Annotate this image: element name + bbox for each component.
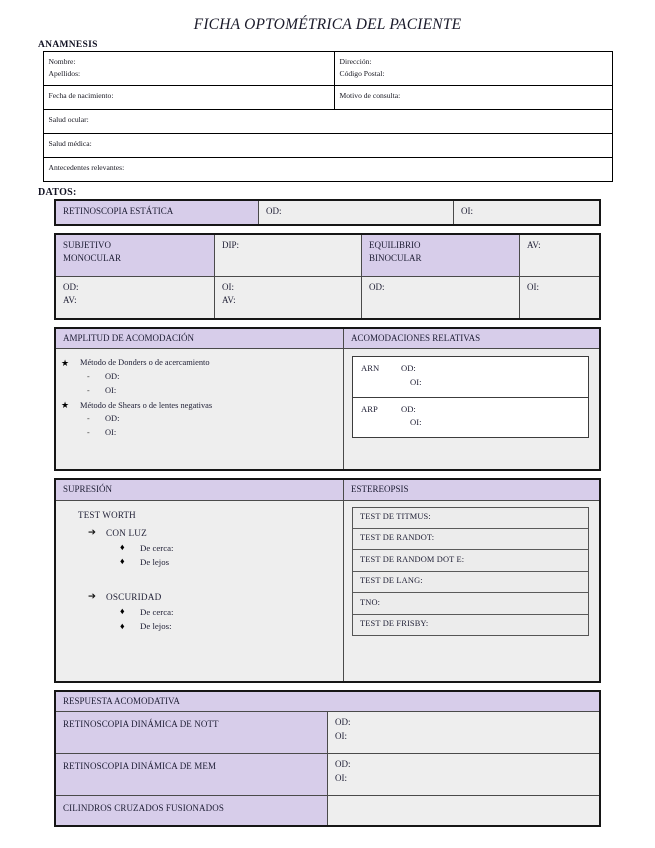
table-row [43, 158, 612, 182]
anamnesis-cell-motivo-consulta[interactable] [334, 86, 612, 110]
respuesta-row-0-od: OD: [335, 717, 351, 727]
amplitud-header: AMPLITUD DE ACOMODACIÓN [55, 328, 344, 349]
table-row [55, 500, 600, 682]
diamond-icon: ♦ [120, 542, 125, 553]
anamnesis-label-direccion: Dirección: [339, 57, 372, 66]
anamnesis-label-salud-medica: Salud médica: [48, 139, 92, 148]
estereopsis-test-1[interactable]: TEST DE RANDOT: [353, 529, 588, 550]
estereopsis-test-5[interactable]: TEST DE FRISBY: [353, 615, 588, 635]
supresion-group-1-item-0[interactable] [60, 605, 339, 619]
table-row [55, 796, 600, 827]
estereopsis-test-2[interactable]: TEST DE RANDOM DOT E: [353, 550, 588, 571]
table-row [55, 349, 600, 471]
arrow-right-icon: ➔ [88, 528, 97, 538]
anamnesis-cell-salud-medica[interactable] [43, 134, 612, 158]
supresion-group-1-item-0-label: De cerca: [140, 606, 174, 617]
equilibrio-binocular-label [362, 234, 520, 277]
supresion-group-0-item-1-label: De lejos [140, 556, 170, 567]
table-row [55, 328, 600, 349]
dash-icon: - [87, 414, 90, 424]
respuesta-row-1-value[interactable] [328, 754, 601, 796]
anamnesis-label-antecedentes: Antecedentes relevantes: [48, 163, 125, 172]
amplitud-acomodaciones-block [54, 327, 601, 472]
arp-values [401, 403, 421, 431]
table-row [43, 110, 612, 134]
anamnesis-label-fecha-nacimiento: Fecha de nacimiento: [48, 91, 114, 100]
dash-icon: - [87, 371, 90, 381]
supresion-group-1-item-1-label: De lejos: [140, 621, 172, 632]
arn-label: ARN [361, 363, 380, 373]
list-item [61, 399, 338, 413]
anamnesis-label-nombre: Nombre: [48, 57, 76, 66]
retinoscopia-estatica-block [54, 199, 601, 226]
anamnesis-label-apellidos: Apellidos: [48, 68, 81, 78]
retinoscopia-estatica-label: RETINOSCOPIA ESTÁTICA [55, 200, 259, 225]
amplitud-method-0-od: OD: [105, 371, 120, 381]
equilibrio-binocular-line1: EQUILIBRIO [369, 239, 421, 250]
supresion-header: SUPRESIÓN [55, 479, 344, 500]
acomodaciones-relativas-content [344, 349, 601, 471]
supresion-group-1 [60, 590, 339, 605]
respuesta-acomodativa-header: RESPUESTA ACOMODATIVA [55, 691, 600, 712]
amplitud-method-1-od: OD: [105, 414, 120, 424]
equilibrio-oi-cell[interactable]: OI: [520, 276, 601, 319]
amplitud-method-0-oi: OI: [105, 385, 117, 395]
table-row [43, 52, 612, 86]
table-row [55, 691, 600, 712]
arn-row[interactable] [353, 357, 588, 398]
list-item [61, 356, 338, 370]
amplitud-method-1-oi: OI: [105, 428, 117, 438]
arp-oi: OI: [410, 417, 422, 428]
table-row [55, 479, 600, 500]
amplitud-method-list [61, 356, 338, 440]
amplitud-method-0-name: Método de Donders o de acercamiento [80, 358, 210, 367]
subjetivo-monocular-line1: SUBJETIVO [63, 239, 112, 250]
subjetivo-od-label: OD: [63, 281, 79, 292]
retinoscopia-estatica-od-cell[interactable]: OD: [259, 200, 454, 225]
arp-od: OD: [401, 403, 416, 414]
test-worth-title: TEST WORTH [78, 509, 136, 520]
anamnesis-cell-antecedentes[interactable] [43, 158, 612, 182]
table-row [55, 234, 600, 277]
star-icon: ★ [61, 357, 70, 368]
anamnesis-label-codigo-postal: Código Postal: [339, 68, 385, 78]
subjetivo-od-av-label: AV: [63, 295, 77, 305]
equilibrio-av-cell[interactable]: AV: [520, 234, 601, 277]
table-row [55, 754, 600, 796]
acomodaciones-relativas-header: ACOMODACIONES RELATIVAS [344, 328, 601, 349]
supresion-group-0-name: CON LUZ [106, 528, 147, 538]
respuesta-row-1-label: RETINOSCOPIA DINÁMICA DE MEM [55, 754, 328, 796]
arn-oi: OI: [410, 376, 422, 387]
supresion-group-0 [60, 526, 339, 541]
respuesta-row-2-value[interactable] [328, 796, 601, 827]
respuesta-acomodativa-block [54, 690, 601, 828]
anamnesis-label-salud-ocular: Salud ocular: [48, 115, 89, 124]
table-row [55, 200, 600, 225]
dash-icon: - [87, 428, 90, 438]
table-row [55, 276, 600, 319]
equilibrio-od-cell[interactable]: OD: [362, 276, 520, 319]
spacer [60, 569, 339, 588]
diamond-icon: ♦ [120, 556, 125, 567]
datos-heading: DATOS: [38, 187, 77, 198]
arn-values [401, 362, 421, 390]
supresion-group-0-item-0-label: De cerca: [140, 542, 174, 553]
subjetivo-monocular-label [55, 234, 215, 277]
estereopsis-test-box [352, 507, 589, 637]
anamnesis-label-motivo-consulta: Motivo de consulta: [339, 91, 401, 100]
dash-icon: - [87, 385, 90, 395]
anamnesis-cell-nombre[interactable] [43, 52, 334, 86]
subjetivo-od-cell[interactable] [55, 276, 215, 319]
estereopsis-header: ESTEREOPSIS [344, 479, 601, 500]
list-item[interactable] [61, 412, 338, 426]
respuesta-row-0-oi: OI: [335, 730, 347, 741]
arn-od: OD: [401, 363, 416, 373]
supresion-group-0-item-1[interactable] [60, 555, 339, 569]
page-title: FICHA OPTOMÉTRICA DEL PACIENTE [193, 16, 462, 33]
estereopsis-content [344, 500, 601, 682]
arp-label: ARP [361, 403, 378, 414]
subjetivo-oi-label: OI: [222, 281, 234, 292]
respuesta-row-0-value[interactable] [328, 712, 601, 754]
arp-row[interactable] [353, 398, 588, 438]
subjetivo-oi-cell[interactable] [215, 276, 362, 319]
diamond-icon: ♦ [120, 606, 125, 617]
subjetivo-dip-cell[interactable]: DIP: [215, 234, 362, 277]
anamnesis-table [43, 51, 613, 182]
supresion-group-1-item-1[interactable] [60, 619, 339, 633]
retinoscopia-estatica-oi-cell[interactable]: OI: [454, 200, 601, 225]
star-icon: ★ [61, 400, 70, 411]
arrow-right-icon: ➔ [88, 592, 97, 603]
list-item[interactable] [61, 370, 338, 384]
table-row [43, 134, 612, 158]
supresion-group-1-name: OSCURIDAD [106, 592, 162, 603]
supresion-group-0-item-0[interactable] [60, 541, 339, 555]
respuesta-row-1-oi: OI: [335, 772, 347, 783]
respuesta-row-0-label: RETINOSCOPIA DINÁMICA DE NOTT [55, 712, 328, 754]
arn-arp-box [352, 356, 589, 438]
diamond-icon: ♦ [120, 620, 125, 631]
subjetivo-monocular-line2: MONOCULAR [63, 253, 122, 263]
amplitud-method-1-name: Método de Shears o de lentes negativas [80, 400, 213, 410]
equilibrio-binocular-line2: BINOCULAR [369, 253, 422, 263]
supresion-content [55, 500, 344, 682]
table-row [55, 712, 600, 754]
subjetivo-oi-av-label: AV: [222, 295, 236, 305]
anamnesis-cell-direccion[interactable] [334, 52, 612, 86]
table-row [43, 86, 612, 110]
anamnesis-heading: ANAMNESIS [38, 40, 98, 50]
estereopsis-test-0[interactable]: TEST DE TITMUS: [353, 508, 588, 529]
respuesta-row-2-label: CILINDROS CRUZADOS FUSIONADOS [55, 796, 328, 827]
amplitud-content [55, 349, 344, 471]
list-item[interactable] [61, 384, 338, 398]
supresion-estereopsis-block [54, 478, 601, 683]
list-item[interactable] [61, 426, 338, 440]
anamnesis-cell-fecha-nacimiento[interactable] [43, 86, 334, 110]
estereopsis-test-4[interactable]: TNO: [353, 593, 588, 614]
subjetivo-equilibrio-block [54, 233, 601, 320]
respuesta-row-1-od: OD: [335, 759, 351, 769]
estereopsis-test-3[interactable]: TEST DE LANG: [353, 572, 588, 593]
anamnesis-cell-salud-ocular[interactable] [43, 110, 612, 134]
